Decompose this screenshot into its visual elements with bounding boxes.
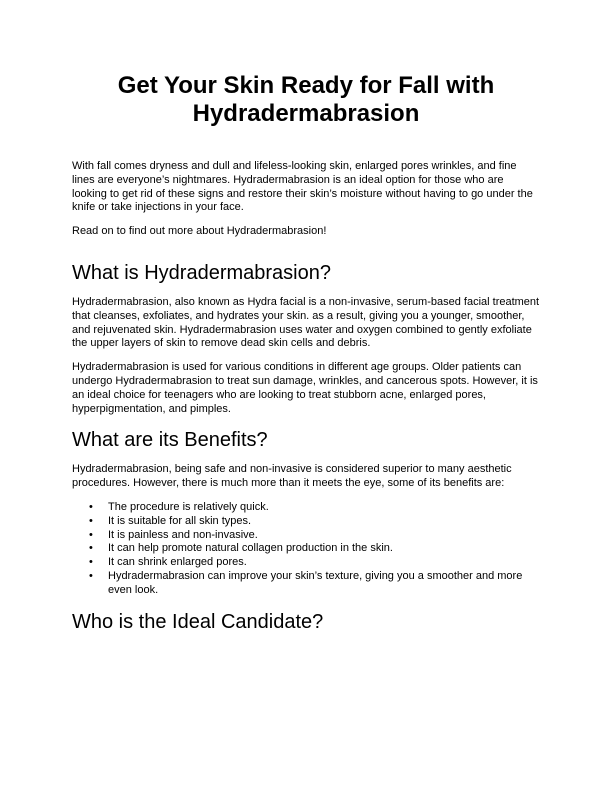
- list-item-text: It can shrink enlarged pores.: [108, 556, 247, 569]
- section-paragraph: Hydradermabrasion is used for various conditions in different age groups. Older patients can undergo Hydradermabrasion to treat sun damage, wrinkles, and cancerous spots. However, it is an ideal choice for teenagers who are looking to treat stubborn acne, enlarged pores, hyperpigmentation, and pimples.: [72, 361, 538, 415]
- list-item: [72, 570, 540, 598]
- intro-paragraph: Read on to find out more about Hydradermabrasion!: [72, 225, 327, 238]
- section-paragraph: Hydradermabrasion, being safe and non-invasive is considered superior to many aesthetic procedures. However, there is much more than it meets the eye, some of its benefits are:: [72, 463, 512, 490]
- page-title: Get Your Skin Ready for Fall with Hydradermabrasion: [117, 72, 495, 127]
- intro-paragraph: With fall comes dryness and dull and lifeless-looking skin, enlarged pores wrinkles, and fine lines are everyone’s nightmares. Hydradermabrasion is an ideal option for those who are looking to get rid of these signs and restore their skin’s moisture without having to go under the knife or take injections in your face.: [72, 160, 533, 214]
- bullet-icon: •: [89, 569, 93, 582]
- list-item-text: It is suitable for all skin types.: [108, 514, 252, 527]
- bullet-icon: •: [89, 528, 93, 541]
- bullet-icon: •: [89, 500, 93, 513]
- section-heading-ideal-candidate: Who is the Ideal Candidate?: [72, 610, 324, 633]
- list-item: [72, 501, 540, 515]
- benefits-list: [72, 501, 540, 598]
- list-item: [72, 556, 540, 570]
- list-item: [72, 529, 540, 543]
- list-item-text: It can help promote natural collagen production in the skin.: [108, 542, 393, 555]
- list-item: [72, 515, 540, 529]
- list-item-text: It is painless and non-invasive.: [108, 528, 258, 541]
- section-paragraph: Hydradermabrasion, also known as Hydra facial is a non-invasive, serum-based facial treatment that cleanses, exfoliates, and hydrates your skin. as a result, giving you a younger, smoother, and rejuvenated skin. Hydradermabrasion uses water and oxygen combined to gently exfoliate the upper layers of skin to remove dead skin cells and debris.: [72, 295, 540, 350]
- list-item: [72, 542, 540, 556]
- list-item-text: Hydradermabrasion can improve your skin’s texture, giving you a smoother and more even look.: [108, 569, 523, 596]
- bullet-icon: •: [89, 514, 93, 527]
- bullet-icon: •: [89, 542, 93, 555]
- section-heading-what-is: What is Hydradermabrasion?: [72, 261, 331, 284]
- bullet-icon: •: [89, 556, 93, 569]
- section-heading-benefits: What are its Benefits?: [72, 429, 268, 452]
- list-item-text: The procedure is relatively quick.: [108, 500, 269, 513]
